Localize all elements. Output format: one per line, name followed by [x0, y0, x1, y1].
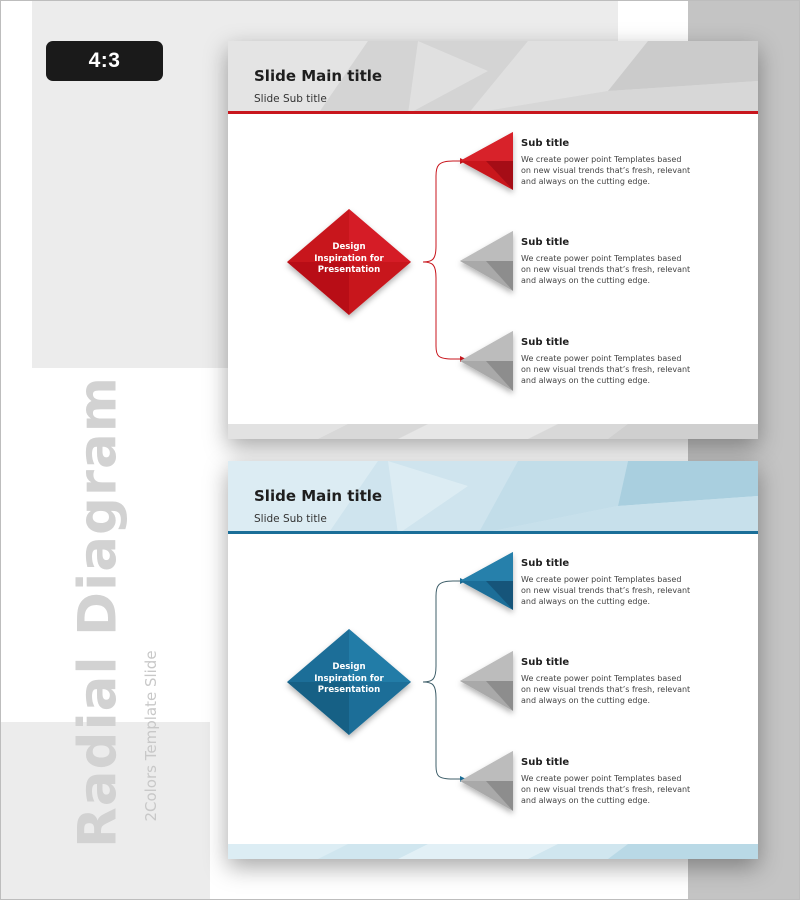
- item-2-title: Sub title: [521, 657, 570, 668]
- slide-subtitle: Slide Sub title: [254, 513, 327, 525]
- item-1-description: We create power point Templates based on new visual trends that’s fresh, relevant and always on the cutting edge.: [521, 155, 691, 186]
- center-diamond-label: Design Inspiration for Presentation: [314, 662, 384, 695]
- item-1-description: We create power point Templates based on new visual trends that’s fresh, relevant and always on the cutting edge.: [521, 575, 691, 606]
- center-diamond-label: Design Inspiration for Presentation: [314, 242, 384, 275]
- slide-subtitle: Slide Sub title: [254, 93, 327, 105]
- slide-title: Slide Main title: [254, 67, 383, 85]
- item-3-description: We create power point Templates based on new visual trends that’s fresh, relevant and always on the cutting edge.: [521, 354, 691, 385]
- slide-title: Slide Main title: [254, 487, 383, 505]
- item-2-title: Sub title: [521, 237, 570, 248]
- item-1-title: Sub title: [521, 558, 570, 569]
- vertical-subtitle: 2Colors Template Slide: [142, 650, 160, 822]
- item-3-title: Sub title: [521, 757, 570, 768]
- item-3-title: Sub title: [521, 337, 570, 348]
- item-2-description: We create power point Templates based on new visual trends that’s fresh, relevant and always on the cutting edge.: [521, 254, 691, 285]
- vertical-title: Radial Diagram: [67, 375, 129, 849]
- item-2-description: We create power point Templates based on new visual trends that’s fresh, relevant and always on the cutting edge.: [521, 674, 691, 705]
- aspect-ratio-badge: 4:3: [46, 41, 163, 81]
- item-1-title: Sub title: [521, 138, 570, 149]
- item-3-description: We create power point Templates based on new visual trends that’s fresh, relevant and always on the cutting edge.: [521, 774, 691, 805]
